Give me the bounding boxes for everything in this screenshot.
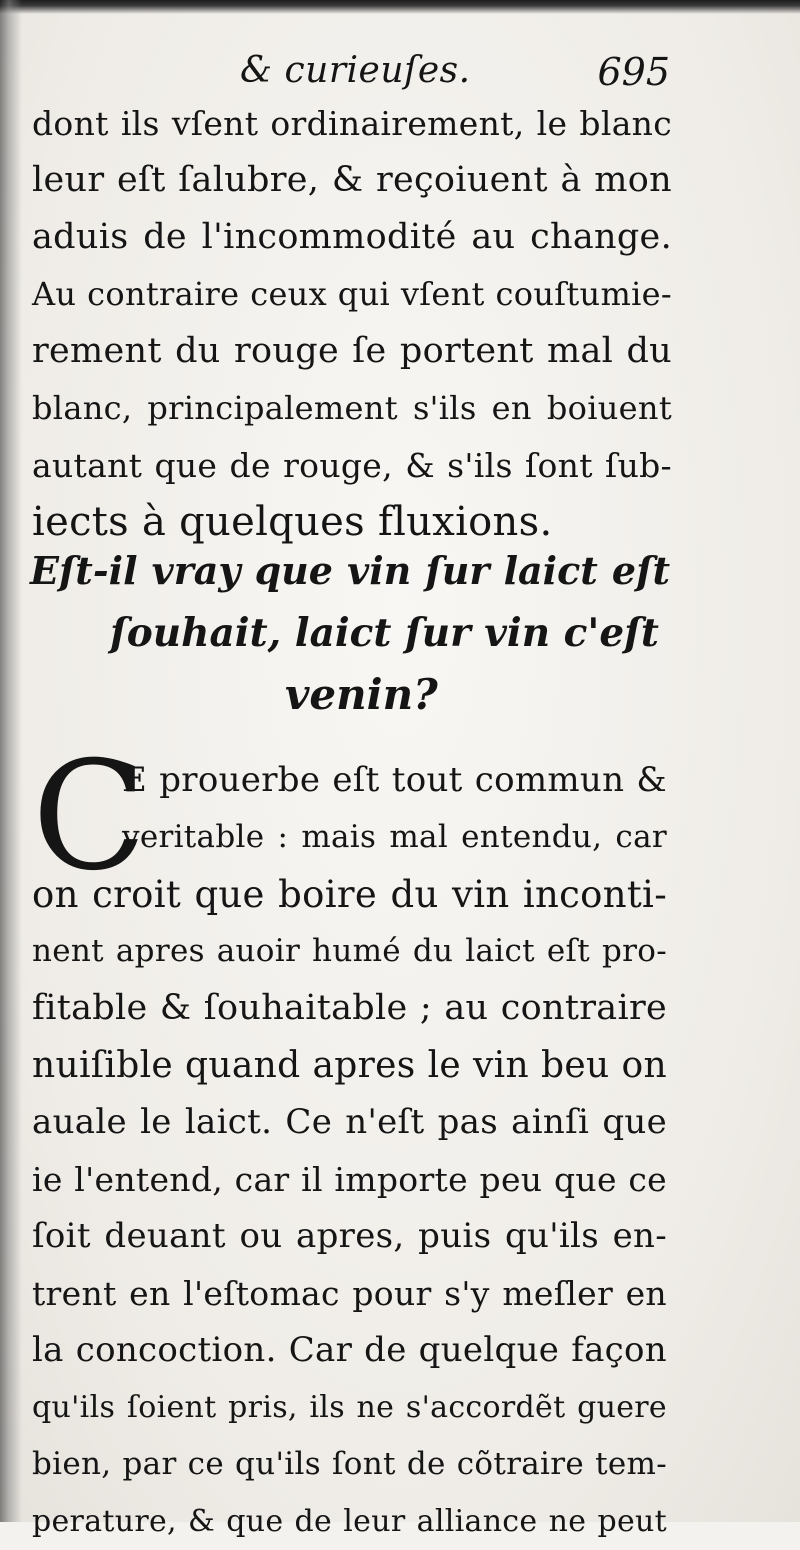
text-line: Au contraire ceux qui vſent couſtumie- [32, 275, 672, 313]
text-line: nuiſible quand apres le vin beu on [32, 1045, 667, 1086]
text-line: auale le laict. Ce n'eſt pas ainſi que [32, 1102, 667, 1142]
text-line: fitable & ſouhaitable ; au contraire [32, 988, 667, 1028]
drop-cap: C [32, 730, 147, 904]
text-line: autant que de rouge, & s'ils ſont ſub- [32, 446, 672, 485]
text-line: ſoit deuant ou apres, puis qu'ils en- [32, 1216, 667, 1256]
running-head: & curieuſes. [240, 50, 471, 91]
text-line: aduis de l'incommodité au change. [32, 217, 672, 257]
text-line: trent en l'eſtomac pour s'y meſler en [32, 1274, 667, 1313]
page-top-shadow [0, 0, 800, 14]
paragraph-2 [32, 730, 667, 1550]
heading-line: ſouhait, laict ſur vin c'eſt [110, 610, 659, 656]
text-line: blanc, principalement s'ils en boiuent [32, 389, 672, 427]
page-binding-shadow [0, 0, 22, 1522]
section-heading [30, 540, 670, 726]
page-header [240, 50, 670, 100]
heading-line: venin? [285, 670, 438, 719]
text-line: on croit que boire du vin inconti- [32, 873, 667, 916]
text-line: veritable : mais mal entendu, car [122, 819, 667, 855]
heading-line: Eſt-il vray que vin ſur laict eſt [30, 548, 670, 593]
page-number: 695 [597, 50, 670, 94]
text-line: bien, par ce qu'ils ſont de cõtraire tem- [32, 1446, 667, 1482]
text-line: perature, & que de leur alliance ne peut [32, 1504, 667, 1539]
text-line: rement du rouge ſe portent mal du [32, 331, 672, 371]
text-line: E prouerbe eſt tout commun & [122, 760, 667, 800]
text-line: leur eſt ſalubre, & reçoiuent à mon [32, 160, 672, 200]
text-line: dont ils vſent ordinairement, le blanc [32, 104, 672, 143]
text-line: nent apres auoir humé du laict eſt pro- [32, 933, 667, 969]
text-line: ie l'entend, car il importe peu que ce [32, 1160, 667, 1199]
text-line: qu'ils ſoient pris, ils ne s'accordẽt guere [32, 1390, 667, 1425]
text-line: la concoction. Car de quelque façon [32, 1330, 667, 1370]
paragraph-1 [32, 95, 672, 551]
text-line: iects à quelques fluxions. [32, 499, 553, 545]
